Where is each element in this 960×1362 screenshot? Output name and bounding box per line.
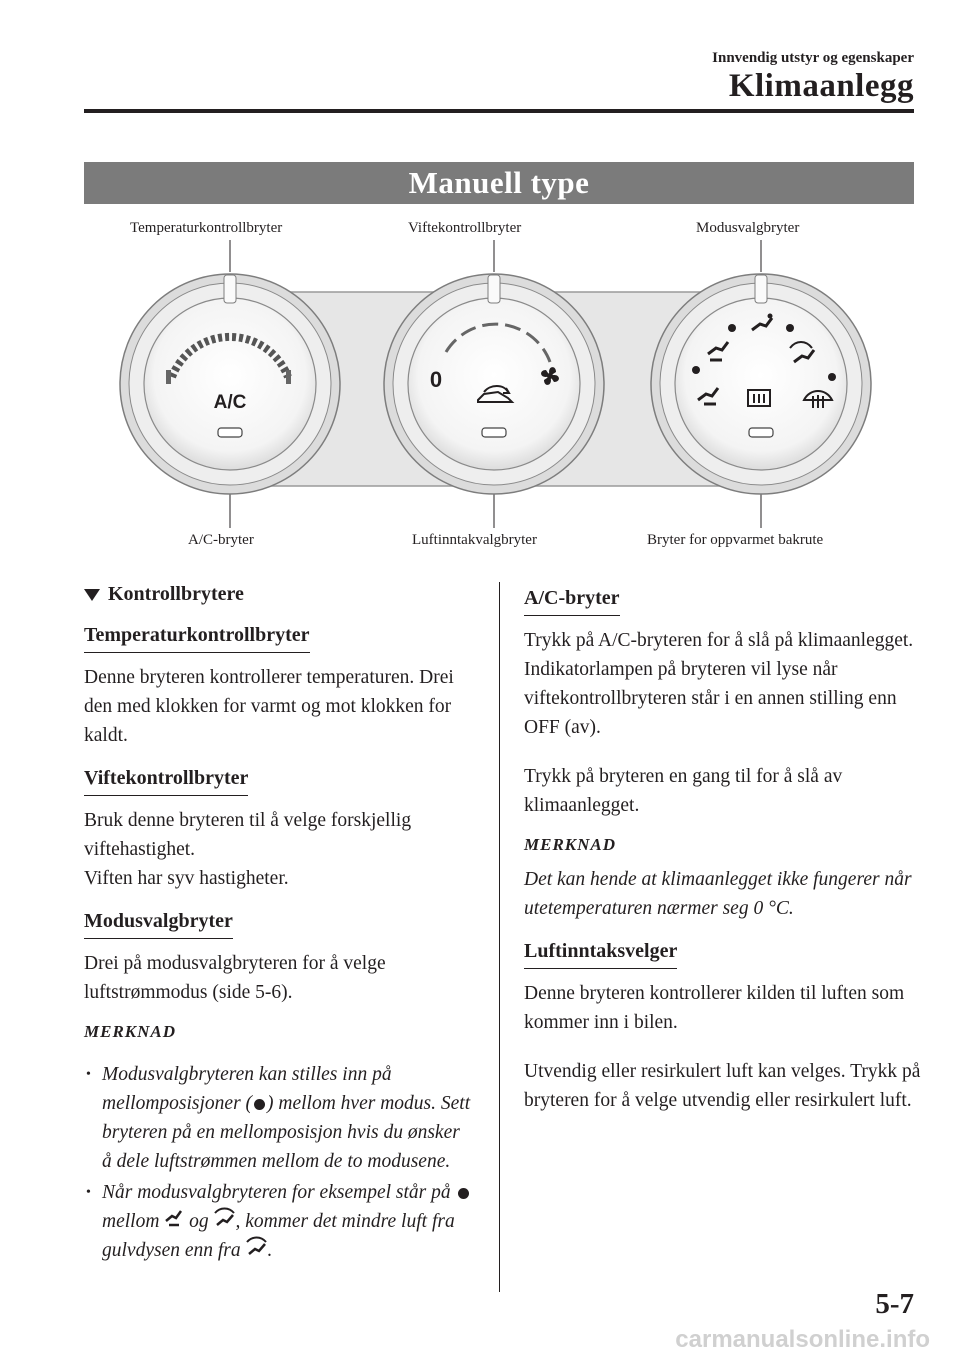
fan-speeds: Viften har syv hastigheter.	[84, 868, 289, 889]
note-text: ) mellom hver modus. Sett bryteren på en mellomposisjon hvis du ønsker å dele luftstrømmen mellom de to modusene.	[102, 1093, 471, 1172]
section-heading-text: Kontrollbrytere	[108, 583, 244, 605]
dot-icon	[458, 1188, 469, 1199]
note-text: og	[189, 1211, 209, 1232]
intake-description: Denne bryteren kontrollerer kilden til luften som kommer inn i bilen.	[524, 983, 905, 1033]
heading-temperature-switch: Temperaturkontrollbryter	[84, 621, 310, 653]
label-rear-defroster-switch: Bryter for oppvarmet bakrute	[647, 532, 824, 548]
label-ac-switch: A/C-bryter	[188, 532, 254, 548]
page-number: 5-7	[875, 1288, 914, 1320]
temperature-knob[interactable]	[120, 274, 340, 494]
heading-ac-switch: A/C-bryter	[524, 584, 620, 616]
list-item	[84, 1178, 474, 1265]
heading-intake-switch: Luftinntaksvelger	[524, 937, 677, 969]
header-rule	[84, 109, 914, 113]
heading-fan-switch: Viftekontrollbryter	[84, 764, 248, 796]
section-heading	[84, 580, 474, 609]
fan-knob[interactable]	[384, 274, 604, 494]
section-banner: Manuell type	[84, 162, 914, 204]
climate-control-diagram	[84, 212, 914, 562]
floor-defrost-icon	[246, 1236, 268, 1256]
ac-off-description: Trykk på bryteren en gang til for å slå av klimaanlegget.	[524, 766, 843, 816]
note-label: MERKNAD	[84, 1022, 177, 1041]
note-text: .	[267, 1240, 273, 1261]
note-text: Når modusvalgbryteren for eksempel står på	[102, 1182, 451, 1203]
ac-description: Trykk på A/C-bryteren for å slå på klimaanlegget. Indikatorlampen på bryteren vil lyse når viftekontrollbryteren står i en annen stilling enn OFF (av).	[524, 630, 914, 738]
chapter-title: Innvendig utstyr og egenskaper	[712, 50, 914, 66]
note-text: , kommer det mindre luft fra gulvdysen enn fra	[102, 1211, 455, 1261]
label-temperature-switch: Temperaturkontrollbryter	[130, 220, 283, 236]
left-column	[84, 580, 474, 1267]
floor-icon	[164, 1209, 184, 1227]
ac-text: A/C	[213, 392, 247, 413]
watermark: carmanualsonline.info	[675, 1326, 930, 1353]
dot-icon	[254, 1099, 265, 1110]
rear-defroster-indicator	[749, 428, 773, 437]
floor-defrost-icon	[214, 1207, 236, 1227]
panel-illustration	[84, 212, 914, 532]
ac-note: Det kan hende at klimaanlegget ikke fungerer når utetemperaturen nærmer seg 0 °C.	[524, 869, 912, 919]
fan-zero-text: 0	[429, 367, 443, 392]
temperature-description: Denne bryteren kontrollerer temperaturen. Drei den med klokken for varmt og mot klokken for kaldt.	[84, 667, 454, 746]
triangle-icon	[84, 589, 100, 601]
intake-indicator	[482, 428, 506, 437]
list-item	[84, 1060, 474, 1176]
fan-description: Bruk denne bryteren til å velge forskjellig viftehastighet.	[84, 810, 412, 860]
right-column	[524, 580, 924, 1125]
intake-usage: Utvendig eller resirkulert luft kan velges. Trykk på bryteren for å velge utvendig eller resirkulert luft.	[524, 1061, 921, 1111]
heading-mode-switch: Modusvalgbryter	[84, 907, 233, 939]
note-list	[84, 1060, 474, 1265]
label-mode-switch: Modusvalgbryter	[696, 220, 800, 236]
note-text: Modusvalgbryteren kan stilles inn på mellomposisjoner (	[102, 1064, 392, 1114]
mode-description: Drei på modusvalgbryteren for å velge luftstrømmodus (side 5-6).	[84, 953, 386, 1003]
label-intake-switch: Luftinntakvalgbryter	[412, 532, 537, 548]
column-divider	[499, 582, 500, 1292]
page-title: Klimaanlegg	[728, 68, 914, 104]
label-fan-switch: Viftekontrollbryter	[408, 220, 522, 236]
note-text: mellom	[102, 1211, 160, 1232]
mode-knob[interactable]	[651, 274, 871, 494]
ac-indicator	[218, 428, 242, 437]
note-label: MERKNAD	[524, 835, 617, 854]
